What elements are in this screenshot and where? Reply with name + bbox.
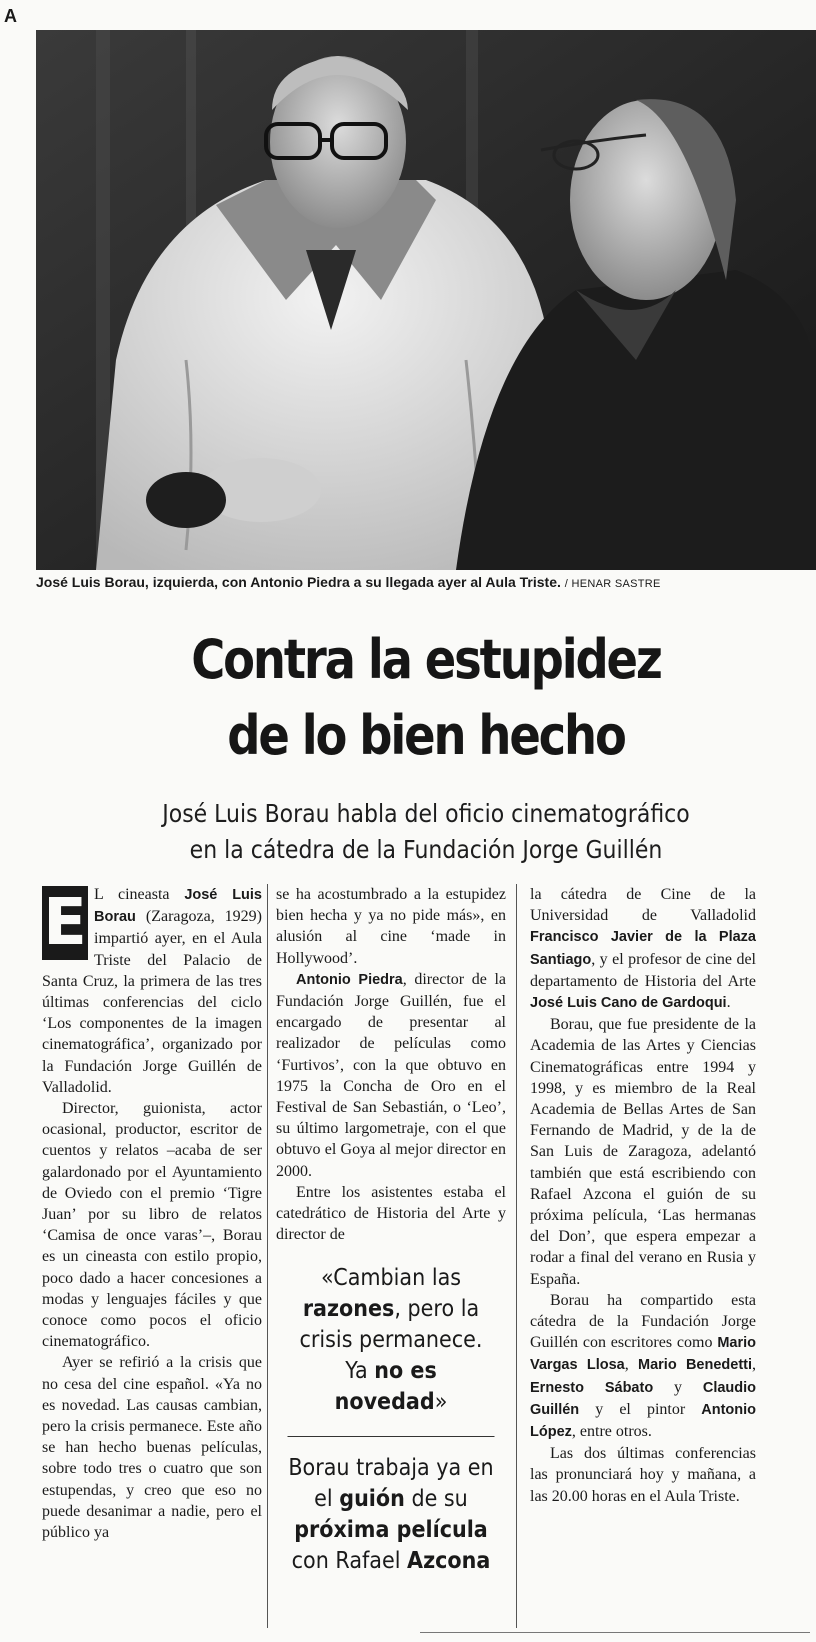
pull-quote-text: , pero la crisis permanece. Ya xyxy=(299,1296,483,1385)
paragraph-text: , entre otros. xyxy=(571,1423,652,1441)
person-name: Mario Benedetti xyxy=(638,1357,753,1374)
headline-line-2: de lo bien hecho xyxy=(227,704,625,767)
paragraph-text: y xyxy=(653,1378,703,1396)
paragraph-text: (Zaragoza, 1929) impartió ayer, en el Aula Triste del Palacio de Santa Cruz, la primera de las tres últimas conferencias del ciclo ‘Los componentes de la imagen cinematográfica’, organizado por la Fundación Jorge Guillén de Valladolid. xyxy=(42,908,262,1096)
pull-quote-emphasis: próxima película xyxy=(294,1517,488,1544)
article-paragraph xyxy=(276,969,506,1182)
photo-credit: / HENAR SASTRE xyxy=(564,578,661,590)
photo-illustration xyxy=(36,30,816,570)
article-column-2 xyxy=(276,884,506,1577)
person-name: José Luis Borau xyxy=(94,887,263,926)
person-name: Claudio Guillén xyxy=(530,1379,757,1418)
article-paragraph: Las dos últimas conferencias las pronunciará hoy y mañana, a las 20.00 horas en el Aula Triste. xyxy=(530,1445,756,1505)
person-name: Francisco Javier de la Plaza Santiago xyxy=(530,929,756,968)
person-name: Mario Vargas Llosa xyxy=(530,1335,756,1374)
paragraph-text: L cineasta xyxy=(94,886,185,903)
column-rule-1 xyxy=(267,884,268,1628)
headline xyxy=(91,622,762,774)
article-paragraph: se ha acostumbrado a la estupidez bien hecha y ya no pide más», en alusión al cine ‘made in Hollywood’. xyxy=(276,886,506,967)
article-paragraph: Director, guionista, actor ocasional, productor, escritor de cuentos y relatos –acaba de ser galardonado por el Ayuntamiento de Oviedo con el premio ‘Tigre Juan’ por su libro de relatos ‘Camisa de once varas’–, Borau es un cineasta con estilo propio, poco dado a hacer concesiones a modas y lenguajes fáciles y que conoce como pocos el oficio cinematográfico. xyxy=(42,1100,262,1351)
paragraph-text: , xyxy=(624,1356,638,1374)
article-photo xyxy=(36,30,816,570)
article-paragraph: Ayer se refirió a la crisis que no cesa del cine español. «Ya no es novedad. Las causas cambian, pero la crisis permanece. Este año se han hecho buenas películas, sobre todo tres o cuatro que son estupendas, y creo que eso no puede desanimar a nadie, pero el público ya xyxy=(42,1354,262,1542)
pull-quote-1 xyxy=(288,1263,495,1437)
person-name: José Luis Cano de Gardoqui xyxy=(530,995,727,1012)
caption-text: José Luis Borau, izquierda, con Antonio Piedra a su llegada ayer al Aula Triste. xyxy=(36,574,561,590)
pull-quote-emphasis: razones xyxy=(302,1296,395,1323)
person-name: Antonio López xyxy=(530,1401,756,1441)
drop-cap: E xyxy=(43,886,87,960)
page-corner-mark: A xyxy=(4,6,17,26)
paragraph-text: , y el profesor de cine del departamento de Historia del Arte xyxy=(530,950,756,990)
headline-line-1: Contra la estupidez xyxy=(191,628,661,691)
subhead-line-1: José Luis Borau habla del oficio cinematográfico xyxy=(162,799,690,828)
pull-quote-emphasis: no es novedad xyxy=(334,1358,437,1416)
article-paragraph: Borau, que fue presidente de la Academia de las Artes y Ciencias Cinematográficas entre 1994 y 1998, y es miembro de la Real Academia de Bellas Artes de San Fernando de Madrid, y de la de San Luis de Zaragoza, adelantó también que está escribiendo con Rafael Azcona el guión de su próxima película, ‘Las hermanas del Don’, que espera empezar a rodar a final del verano en Rusia y España. xyxy=(530,1016,756,1288)
article-column-3 xyxy=(530,884,756,1507)
column-rule-2 xyxy=(516,884,517,1628)
pull-quote-text: Borau trabaja ya en el xyxy=(288,1455,494,1513)
paragraph-text: , director de la Fundación Jorge Guillén, fue el encargado de presentar al realizador de películas como ‘Furtivos’, con la que obtuvo en 1975 la Concha de Oro en el Festival de San Sebastián, o ‘Leo’, su último largometraje, con el que obtuvo el Goya al mejor director en 2000. xyxy=(276,970,506,1180)
pull-quote-text: de su xyxy=(404,1486,468,1513)
paragraph-text: , xyxy=(752,1356,757,1374)
pull-quote-emphasis: guión xyxy=(339,1486,405,1513)
article-column-1 xyxy=(42,884,262,1543)
paragraph-text: y el pintor xyxy=(579,1400,702,1418)
pull-quote-text: » xyxy=(434,1389,448,1416)
article-paragraph: Entre los asistentes estaba el catedrático de Historia del Arte y director de xyxy=(276,1183,506,1244)
paragraph-text: . xyxy=(726,994,731,1012)
pull-quote-emphasis: Azcona xyxy=(407,1548,491,1575)
person-name: Antonio Piedra xyxy=(296,971,403,988)
pull-quote-text: «Cambian las xyxy=(320,1265,462,1292)
paragraph-text: la cátedra de Cine de la Universidad de Valladolid xyxy=(530,886,756,925)
subheadline xyxy=(83,796,769,868)
pull-quote-text: con Rafael xyxy=(291,1548,408,1575)
paragraph-text: Borau ha compartido esta cátedra de la Fundación Jorge Guillén con escritores como xyxy=(530,1291,756,1352)
bottom-rule xyxy=(420,1632,810,1633)
photo-caption xyxy=(36,574,816,590)
subhead-line-2: en la cátedra de la Fundación Jorge Guillén xyxy=(189,835,663,864)
article-paragraph xyxy=(530,884,756,1014)
article-paragraph xyxy=(530,1290,756,1443)
article-paragraph xyxy=(42,884,262,1098)
person-name: Ernesto Sábato xyxy=(530,1379,654,1396)
pull-quote-2 xyxy=(288,1453,495,1577)
